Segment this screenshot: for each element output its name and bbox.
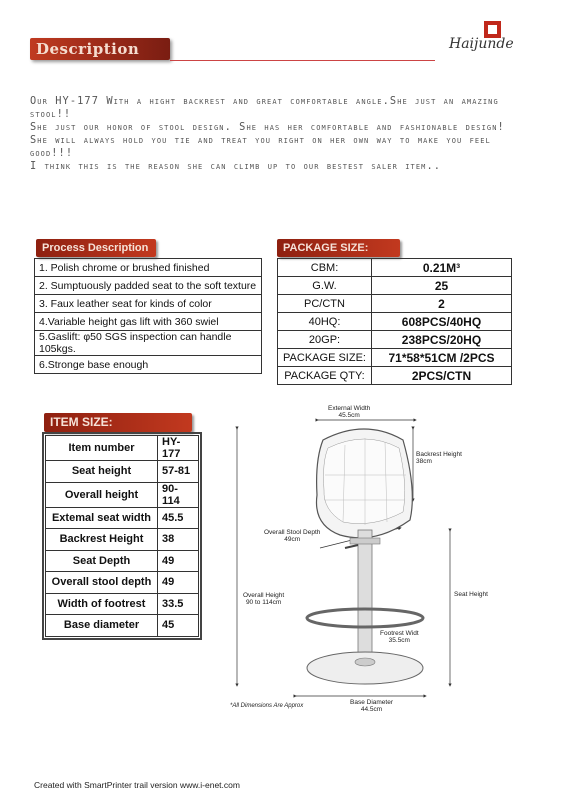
item-value: 33.5 bbox=[158, 593, 199, 615]
process-item: 5.Gaslift: φ50 SGS inspection can handle 105kgs. bbox=[35, 331, 262, 356]
table-row bbox=[278, 313, 512, 331]
overall-height-label bbox=[243, 592, 284, 606]
table-row bbox=[35, 313, 262, 331]
item-label: Width of footrest bbox=[46, 593, 158, 615]
intro-line: I think this is the reason she can climb up to our bestest saler item.. bbox=[30, 160, 442, 172]
package-value: 2 bbox=[372, 295, 512, 313]
table-row bbox=[46, 529, 199, 551]
table-row bbox=[278, 349, 512, 367]
table-row bbox=[46, 482, 199, 507]
package-value: 608PCS/40HQ bbox=[372, 313, 512, 331]
process-item: 4.Variable height gas lift with 360 swiel bbox=[35, 313, 262, 331]
header-divider bbox=[170, 60, 435, 61]
backrest-height-label bbox=[416, 451, 462, 465]
table-row bbox=[46, 615, 199, 637]
process-description-header: Process Description bbox=[36, 239, 156, 257]
item-label: Extemal seat width bbox=[46, 507, 158, 529]
item-value: 45.5 bbox=[158, 507, 199, 529]
package-table bbox=[277, 258, 512, 385]
table-row bbox=[278, 277, 512, 295]
footer-credit: Created with SmartPrinter trail version www.i-enet.com bbox=[34, 780, 240, 790]
dimension-name: Overall Height bbox=[243, 592, 285, 599]
item-value: 57-81 bbox=[158, 461, 199, 483]
table-row bbox=[35, 331, 262, 356]
brand-name: Haijunde bbox=[449, 36, 514, 52]
dimension-name: Backrest Height bbox=[416, 451, 462, 458]
external-width-label bbox=[328, 405, 370, 419]
table-row bbox=[35, 277, 262, 295]
intro-line: She just our honor of stool design. She has her comfortable and fashionable design! bbox=[30, 121, 505, 133]
process-item: 1. Polish chrome or brushed finished bbox=[35, 259, 262, 277]
item-value: 90-114 bbox=[158, 482, 199, 507]
table-row bbox=[278, 367, 512, 385]
table-row bbox=[278, 295, 512, 313]
dimension-value: 49cm bbox=[284, 536, 301, 543]
overall-stool-depth-label bbox=[264, 529, 320, 543]
table-row bbox=[46, 436, 199, 461]
package-label: 20GP: bbox=[278, 331, 372, 349]
table-row bbox=[278, 331, 512, 349]
intro-line: Our HY-177 With a hight backrest and great comfortable angle.She just an amazing stool!! bbox=[30, 95, 499, 120]
dimension-name: Base Diameter bbox=[350, 699, 393, 706]
dimension-name: Footrest Widt bbox=[380, 630, 419, 637]
item-value: 38 bbox=[158, 529, 199, 551]
dimension-value: 38cm bbox=[416, 458, 432, 465]
item-label: Overall height bbox=[46, 482, 158, 507]
package-label: CBM: bbox=[278, 259, 372, 277]
dimension-value: 45.5cm bbox=[338, 412, 360, 419]
intro-text bbox=[30, 95, 540, 173]
seat-height-label: Seat Height bbox=[454, 591, 488, 598]
table-row bbox=[35, 259, 262, 277]
item-label: Item number bbox=[46, 436, 158, 461]
item-size-frame bbox=[42, 432, 202, 640]
process-item: 2. Sumptuously padded seat to the soft texture bbox=[35, 277, 262, 295]
package-value: 238PCS/20HQ bbox=[372, 331, 512, 349]
table-row bbox=[46, 593, 199, 615]
footrest-width-label bbox=[380, 630, 419, 644]
description-title: Description bbox=[36, 40, 140, 58]
process-item: 3. Faux leather seat for kinds of color bbox=[35, 295, 262, 313]
package-label: G.W. bbox=[278, 277, 372, 295]
table-row bbox=[46, 461, 199, 483]
item-value: 45 bbox=[158, 615, 199, 637]
package-value: 2PCS/CTN bbox=[372, 367, 512, 385]
package-label: PACKAGE QTY: bbox=[278, 367, 372, 385]
package-size-header: PACKAGE SIZE: bbox=[277, 239, 400, 257]
item-label: Seat height bbox=[46, 461, 158, 483]
package-value: 0.21M³ bbox=[372, 259, 512, 277]
table-row bbox=[35, 295, 262, 313]
intro-line: She will always hold you tie and treat you right on her own way to make you feel good!!! bbox=[30, 134, 491, 159]
item-label: Overall stool depth bbox=[46, 572, 158, 594]
stool-dimension-diagram bbox=[225, 400, 525, 740]
item-value: HY-177 bbox=[158, 436, 199, 461]
table-row bbox=[46, 507, 199, 529]
process-item: 6.Stronge base enough bbox=[35, 356, 262, 374]
item-size-table bbox=[45, 435, 199, 637]
table-row bbox=[46, 572, 199, 594]
package-value: 25 bbox=[372, 277, 512, 295]
package-value: 71*58*51CM /2PCS bbox=[372, 349, 512, 367]
base-diameter-label bbox=[350, 699, 393, 713]
package-label: PACKAGE SIZE: bbox=[278, 349, 372, 367]
table-row bbox=[35, 356, 262, 374]
item-label: Base diameter bbox=[46, 615, 158, 637]
dimension-name: Overall Stool Depth bbox=[264, 529, 321, 536]
dimension-value: 90 to 114cm bbox=[245, 599, 282, 606]
item-label: Backrest Height bbox=[46, 529, 158, 551]
package-label: 40HQ: bbox=[278, 313, 372, 331]
item-value: 49 bbox=[158, 572, 199, 594]
item-size-header: ITEM SIZE: bbox=[44, 413, 192, 432]
item-value: 49 bbox=[158, 550, 199, 572]
table-row bbox=[278, 259, 512, 277]
item-label: Seat Depth bbox=[46, 550, 158, 572]
table-row bbox=[46, 550, 199, 572]
dimension-value: 35.5cm bbox=[388, 637, 410, 644]
package-label: PC/CTN bbox=[278, 295, 372, 313]
dimensions-note: *All Dimensions Are Approx bbox=[230, 703, 304, 709]
dimension-value: 44.5cm bbox=[360, 706, 383, 713]
process-table bbox=[34, 258, 262, 374]
dimension-name: External Width bbox=[328, 405, 371, 412]
